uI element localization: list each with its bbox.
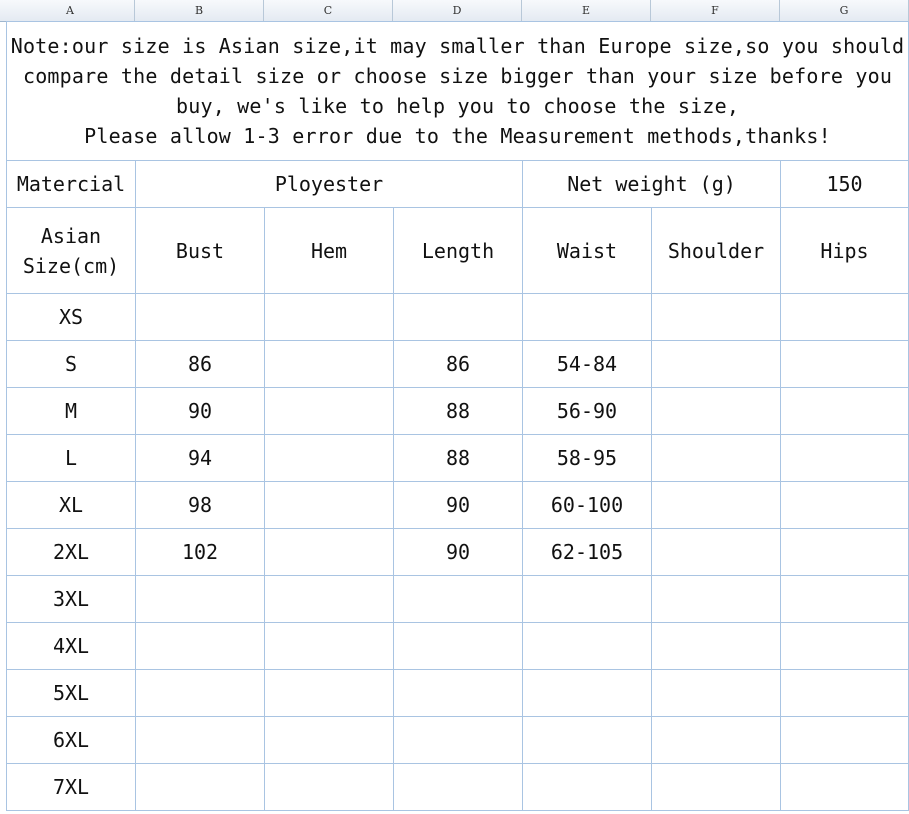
shoulder-cell[interactable]	[652, 623, 781, 670]
size-cell[interactable]: 7XL	[7, 764, 136, 811]
waist-header-cell[interactable]: Waist	[523, 208, 652, 294]
hips-cell[interactable]	[781, 764, 909, 811]
bust-cell[interactable]: 102	[136, 529, 265, 576]
length-cell[interactable]	[394, 764, 523, 811]
hem-header-cell[interactable]: Hem	[265, 208, 394, 294]
length-cell[interactable]	[394, 576, 523, 623]
column-header-e[interactable]: E	[522, 0, 651, 21]
hips-cell[interactable]	[781, 294, 909, 341]
hips-header-cell[interactable]: Hips	[781, 208, 909, 294]
material-label-cell[interactable]: Matercial	[7, 161, 136, 208]
material-value-cell[interactable]: Ployester	[136, 161, 523, 208]
waist-cell[interactable]	[523, 764, 652, 811]
note-line-4: Please allow 1-3 error due to the Measurement methods,thanks!	[84, 124, 831, 148]
size-cell[interactable]: 4XL	[7, 623, 136, 670]
asian-size-line-2: Size(cm)	[22, 253, 120, 278]
waist-cell[interactable]: 58-95	[523, 435, 652, 482]
length-cell[interactable]: 88	[394, 388, 523, 435]
hem-cell[interactable]	[265, 717, 394, 764]
shoulder-cell[interactable]	[652, 764, 781, 811]
note-row	[7, 22, 909, 161]
table-row	[7, 576, 909, 623]
column-header-row	[0, 0, 909, 22]
hem-cell[interactable]	[265, 388, 394, 435]
hips-cell[interactable]	[781, 341, 909, 388]
asian-size-line-1: Asian	[40, 223, 102, 248]
length-cell[interactable]: 90	[394, 529, 523, 576]
hips-cell[interactable]	[781, 388, 909, 435]
hem-cell[interactable]	[265, 529, 394, 576]
table-row	[7, 388, 909, 435]
shoulder-cell[interactable]	[652, 576, 781, 623]
table-row	[7, 482, 909, 529]
table-row	[7, 717, 909, 764]
length-cell[interactable]	[394, 717, 523, 764]
shoulder-cell[interactable]	[652, 388, 781, 435]
column-header-b[interactable]: B	[135, 0, 264, 21]
bust-cell[interactable]	[136, 764, 265, 811]
column-header-f[interactable]: F	[651, 0, 780, 21]
bust-cell[interactable]: 94	[136, 435, 265, 482]
column-header-g[interactable]: G	[780, 0, 909, 21]
size-cell[interactable]: XL	[7, 482, 136, 529]
note-line-2: compare the detail size or choose size bigger than your size before you	[22, 64, 893, 88]
bust-cell[interactable]: 86	[136, 341, 265, 388]
net-weight-label-cell[interactable]: Net weight (g)	[523, 161, 781, 208]
waist-cell[interactable]	[523, 576, 652, 623]
waist-cell[interactable]: 56-90	[523, 388, 652, 435]
note-line-1: Note:our size is Asian size,it may smaller than Europe size,so you should	[10, 34, 905, 58]
size-cell[interactable]: 5XL	[7, 670, 136, 717]
hem-cell[interactable]	[265, 623, 394, 670]
bust-cell[interactable]	[136, 670, 265, 717]
hips-cell[interactable]	[781, 670, 909, 717]
waist-cell[interactable]	[523, 623, 652, 670]
size-header-row	[7, 208, 909, 294]
column-header-a[interactable]: A	[6, 0, 135, 21]
table-row	[7, 623, 909, 670]
shoulder-cell[interactable]	[652, 435, 781, 482]
hem-cell[interactable]	[265, 341, 394, 388]
asian-size-header-cell[interactable]	[7, 208, 136, 294]
column-header-d[interactable]: D	[393, 0, 522, 21]
shoulder-cell[interactable]	[652, 529, 781, 576]
hips-cell[interactable]	[781, 576, 909, 623]
hem-cell[interactable]	[265, 670, 394, 717]
table-row	[7, 764, 909, 811]
bust-cell[interactable]	[136, 717, 265, 764]
hips-cell[interactable]	[781, 529, 909, 576]
shoulder-cell[interactable]	[652, 341, 781, 388]
shoulder-cell[interactable]	[652, 670, 781, 717]
bust-header-cell[interactable]: Bust	[136, 208, 265, 294]
bust-cell[interactable]	[136, 294, 265, 341]
table-row	[7, 435, 909, 482]
bust-cell[interactable]: 98	[136, 482, 265, 529]
size-cell[interactable]: 2XL	[7, 529, 136, 576]
shoulder-cell[interactable]	[652, 717, 781, 764]
shoulder-header-cell[interactable]: Shoulder	[652, 208, 781, 294]
length-cell[interactable]	[394, 670, 523, 717]
hips-cell[interactable]	[781, 623, 909, 670]
waist-cell[interactable]: 54-84	[523, 341, 652, 388]
length-header-cell[interactable]: Length	[394, 208, 523, 294]
size-cell[interactable]: XS	[7, 294, 136, 341]
bust-cell[interactable]	[136, 576, 265, 623]
bust-cell[interactable]: 90	[136, 388, 265, 435]
material-row	[7, 161, 909, 208]
hem-cell[interactable]	[265, 764, 394, 811]
size-cell[interactable]: M	[7, 388, 136, 435]
shoulder-cell[interactable]	[652, 482, 781, 529]
length-cell[interactable]: 90	[394, 482, 523, 529]
length-cell[interactable]: 86	[394, 341, 523, 388]
size-cell[interactable]: S	[7, 341, 136, 388]
column-header-c[interactable]: C	[264, 0, 393, 21]
shoulder-cell[interactable]	[652, 294, 781, 341]
table-row	[7, 294, 909, 341]
hem-cell[interactable]	[265, 576, 394, 623]
length-cell[interactable]: 88	[394, 435, 523, 482]
length-cell[interactable]	[394, 294, 523, 341]
net-weight-value-cell[interactable]: 150	[781, 161, 909, 208]
hem-cell[interactable]	[265, 482, 394, 529]
hips-cell[interactable]	[781, 482, 909, 529]
hem-cell[interactable]	[265, 435, 394, 482]
size-cell[interactable]: 6XL	[7, 717, 136, 764]
waist-cell[interactable]: 62-105	[523, 529, 652, 576]
size-cell[interactable]: 3XL	[7, 576, 136, 623]
waist-cell[interactable]	[523, 294, 652, 341]
waist-cell[interactable]: 60-100	[523, 482, 652, 529]
note-line-3: buy, we's like to help you to choose the size,	[175, 94, 740, 118]
note-cell[interactable]	[7, 22, 909, 161]
hips-cell[interactable]	[781, 717, 909, 764]
table-row	[7, 341, 909, 388]
waist-cell[interactable]	[523, 670, 652, 717]
hem-cell[interactable]	[265, 294, 394, 341]
table-row	[7, 529, 909, 576]
length-cell[interactable]	[394, 623, 523, 670]
hips-cell[interactable]	[781, 435, 909, 482]
size-chart-table	[6, 21, 909, 811]
waist-cell[interactable]	[523, 717, 652, 764]
size-cell[interactable]: L	[7, 435, 136, 482]
table-row	[7, 670, 909, 717]
bust-cell[interactable]	[136, 623, 265, 670]
